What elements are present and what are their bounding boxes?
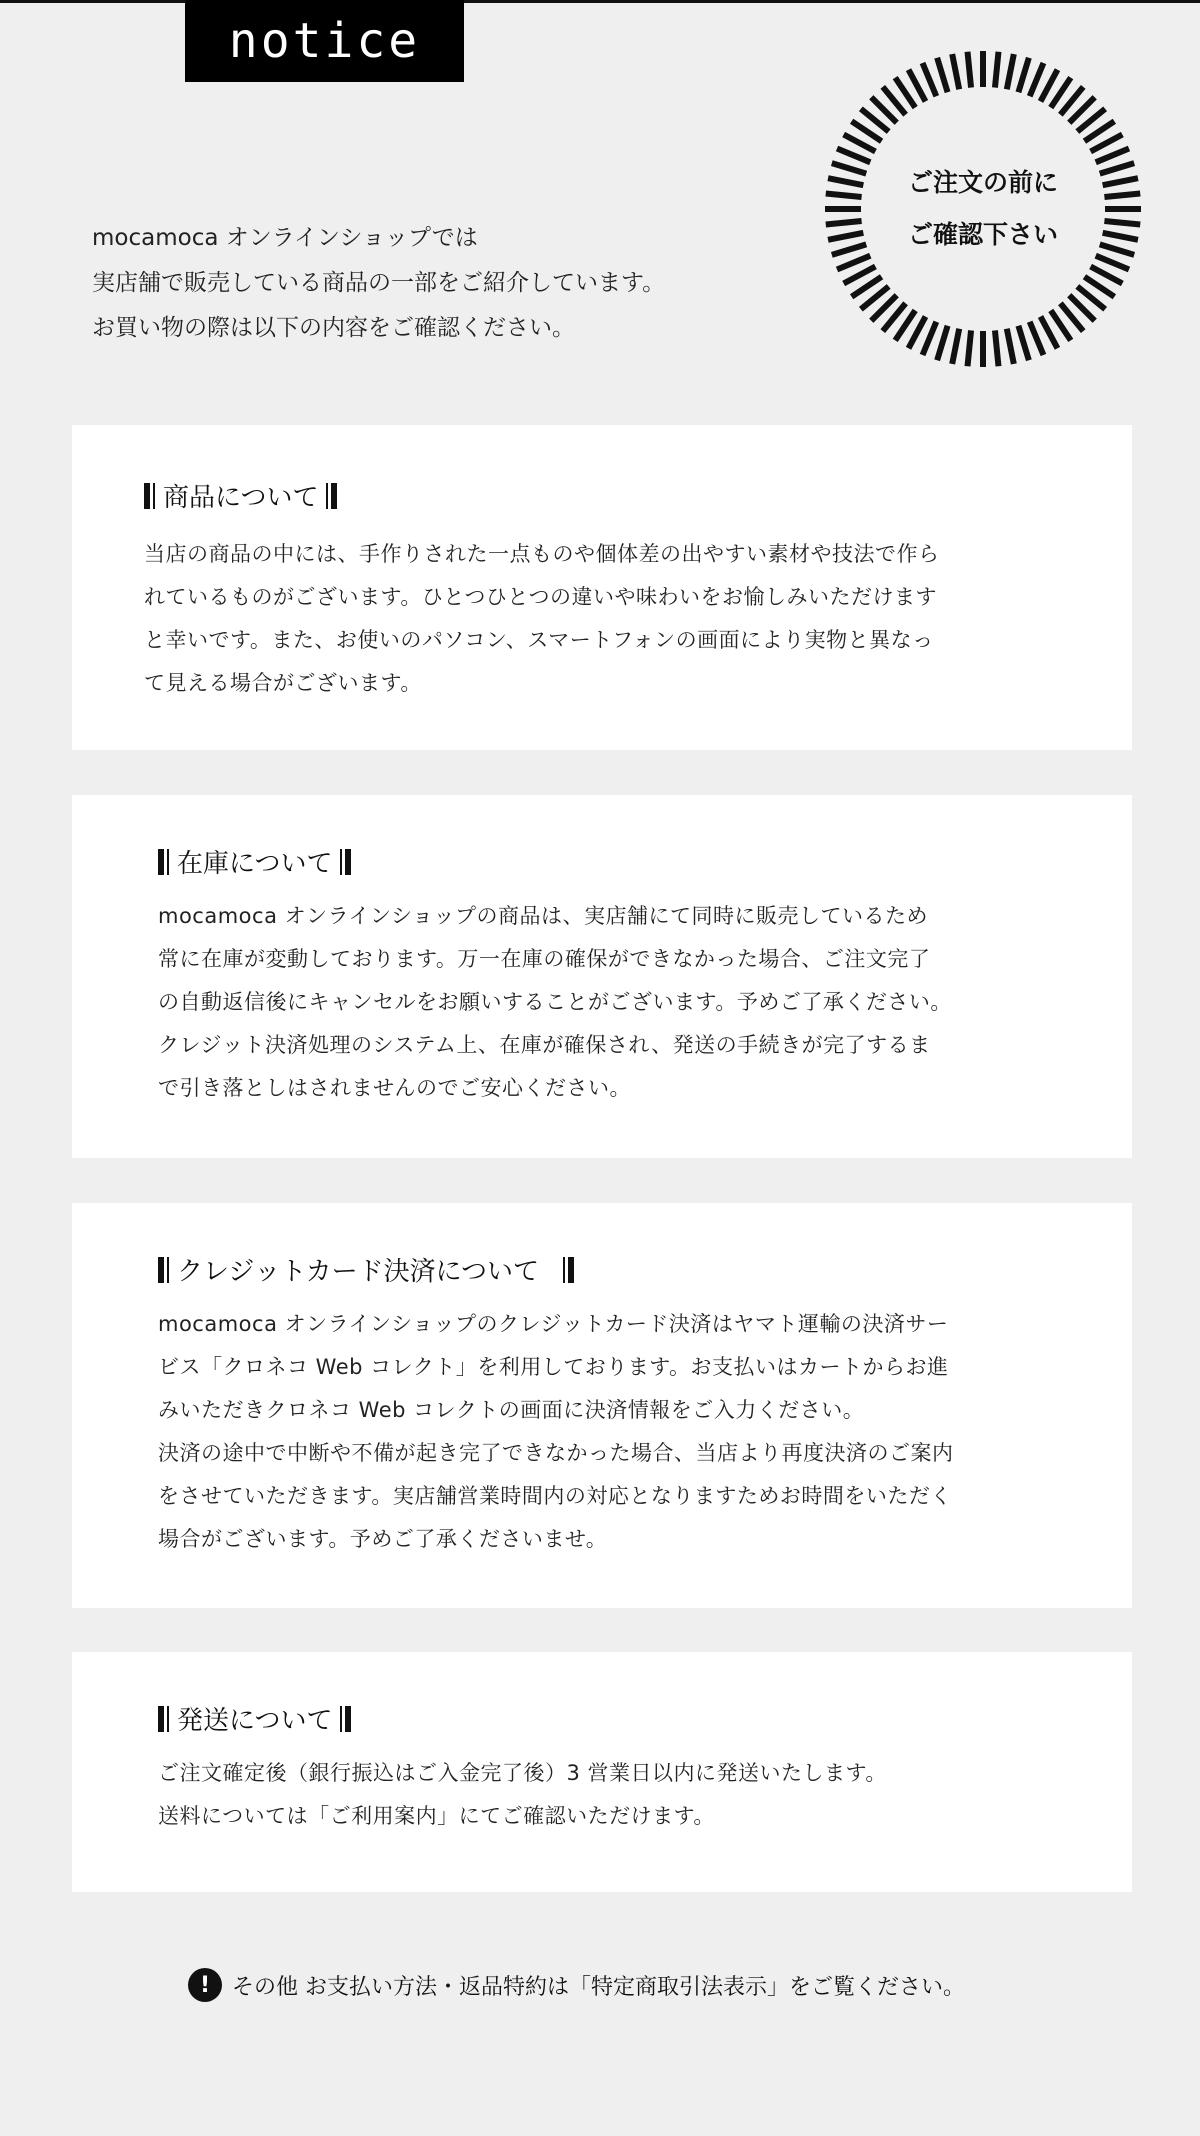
body-line: mocamoca オンラインショップの商品は、実店舗にて同時に販売しているため [158, 904, 929, 928]
section-body [158, 1303, 954, 1561]
section-title [158, 1251, 574, 1288]
exclamation-icon: ! [188, 1968, 222, 2002]
body-line: と幸いです。また、お使いのパソコン、スマートフォンの画面により実物と異なっ [144, 628, 934, 652]
body-line: て見える場合がございます。 [144, 671, 422, 695]
intro-line: mocamoca オンラインショップでは [92, 225, 478, 251]
body-line: 決済の途中で中断や不備が起き完了できなかった場合、当店より再度決済のご案内 [158, 1441, 954, 1465]
intro-line: 実店舗で販売している商品の一部をご紹介しています。 [92, 270, 666, 296]
notice-tab-label: notice [228, 13, 421, 69]
section-title [158, 843, 351, 880]
section-title-label: クレジットカード決済について [177, 1257, 540, 1287]
title-bar-right-icon [326, 483, 337, 509]
body-line: で引き落としはされませんのでご安心ください。 [158, 1076, 631, 1100]
body-line: 送料については「ご利用案内」にてご確認いただけます。 [158, 1804, 715, 1828]
footer-note [188, 1968, 965, 2002]
body-line: クレジット決済処理のシステム上、在庫が確保され、発送の手続きが完了するま [158, 1033, 931, 1057]
body-line: 当店の商品の中には、手作りされた一点ものや個体差の出やすい素材や技法で作ら [144, 542, 940, 566]
section-shipping [72, 1652, 1132, 1892]
title-bar-left-icon [158, 849, 169, 875]
badge-line-2: ご確認下さい [907, 220, 1058, 249]
intro-line: お買い物の際は以下の内容をご確認ください。 [92, 315, 575, 341]
section-body [158, 1752, 887, 1838]
footer-note-text: その他 お支払い方法・返品特約は「特定商取引法表示」をご覧ください。 [232, 1974, 965, 2000]
badge-line-1: ご注文の前に [907, 168, 1058, 197]
body-line: の自動返信後にキャンセルをお願いすることがございます。予めご了承ください。 [158, 990, 952, 1014]
title-bar-right-icon [563, 1257, 574, 1283]
body-line: れているものがございます。ひとつひとつの違いや味わいをお愉しみいただけます [144, 585, 937, 609]
body-line: ビス「クロネコ Web コレクト」を利用しております。お支払いはカートからお進 [158, 1355, 949, 1379]
section-credit-card [72, 1203, 1132, 1608]
title-bar-right-icon [340, 849, 351, 875]
section-stock [72, 795, 1132, 1158]
section-title [144, 477, 337, 514]
section-products [72, 425, 1132, 750]
section-title-label: 発送について [177, 1706, 333, 1736]
section-body [144, 533, 940, 705]
notice-tab [185, 0, 464, 82]
section-title-label: 在庫について [177, 849, 333, 879]
body-line: 常に在庫が変動しております。万一在庫の確保ができなかった場合、ご注文完了 [158, 947, 931, 971]
confirm-badge [818, 44, 1148, 374]
title-bar-left-icon [158, 1257, 169, 1283]
title-bar-right-icon [340, 1706, 351, 1732]
body-line: をさせていただきます。実店舗営業時間内の対応となりますためお時間をいただく [158, 1484, 952, 1508]
section-body [158, 895, 952, 1110]
body-line: ご注文確定後（銀行振込はご入金完了後）3 営業日以内に発送いたします。 [158, 1761, 887, 1785]
title-bar-left-icon [144, 483, 155, 509]
section-title [158, 1700, 351, 1737]
body-line: 場合がございます。予めご了承くださいませ。 [158, 1527, 608, 1551]
intro-text [92, 216, 665, 351]
body-line: mocamoca オンラインショップのクレジットカード決済はヤマト運輸の決済サー [158, 1312, 949, 1336]
title-bar-left-icon [158, 1706, 169, 1732]
top-border [0, 0, 1200, 3]
body-line: みいただきクロネコ Web コレクトの画面に決済情報をご入力ください。 [158, 1398, 865, 1422]
section-title-label: 商品について [163, 483, 319, 513]
